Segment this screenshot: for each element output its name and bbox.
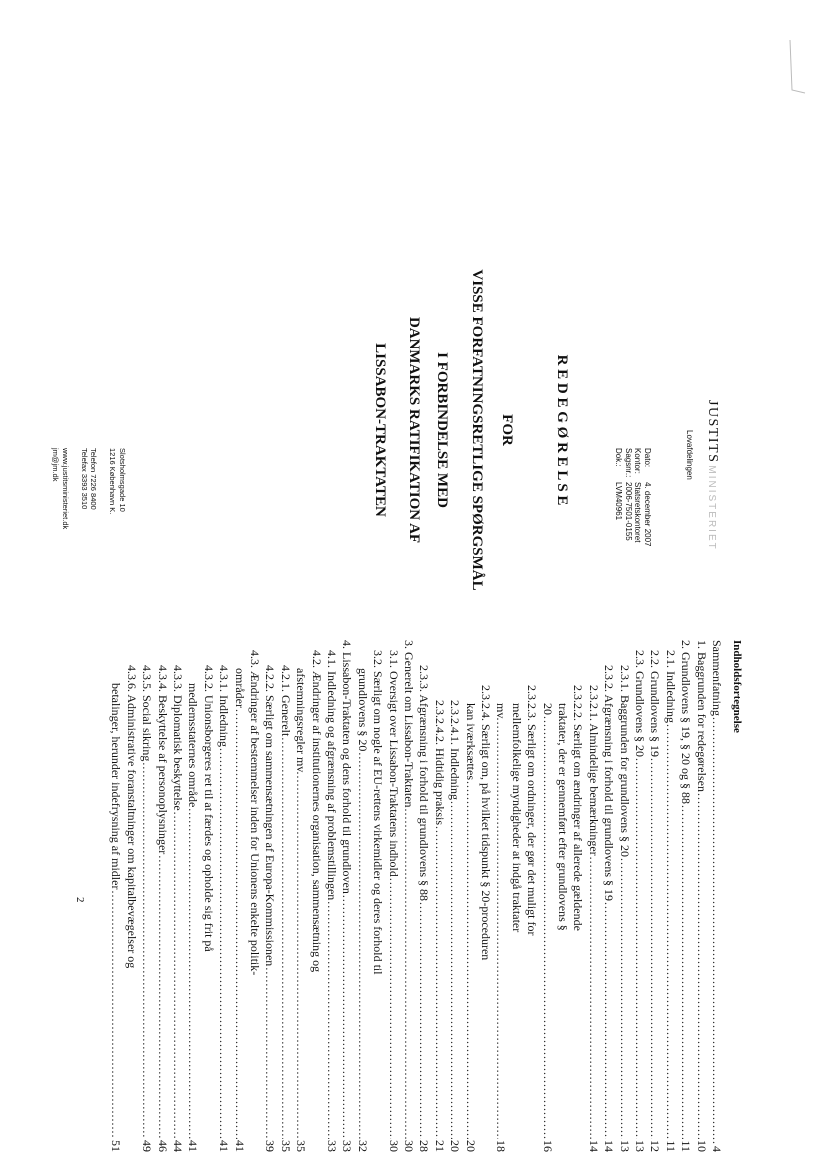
toc-entry-title: 4.2. Ændringer af institutionernes organisation, sammensætning og	[309, 650, 324, 973]
toc-entry	[432, 700, 447, 1152]
toc-entry-page: 13	[633, 1140, 647, 1152]
toc-entry-title: 2.3.2.4. Særligt om, på hvilket tidspunkt § 20-proceduren	[479, 685, 493, 961]
toc-entry-page: 4	[710, 1146, 724, 1152]
title-line-4: I FORBINDELSE MED	[434, 352, 450, 508]
toc-entry-title: 4.3.2. Unionsborgeres ret til at færdes og opholde sig frit på	[201, 665, 216, 952]
toc-entry-page: 51	[109, 1140, 124, 1152]
toc-entry	[355, 668, 370, 1152]
toc-entry-page: 32	[355, 1140, 370, 1152]
toc-entry-title: traktater, der er gennemført efter grundlovens §	[556, 703, 570, 931]
toc-entry-page: 20	[448, 1140, 463, 1152]
meta-value-date: 4. december 2007	[643, 482, 652, 547]
toc-entry	[678, 640, 693, 1152]
document-meta	[607, 448, 652, 568]
toc-entry-page: 46	[155, 1140, 170, 1152]
toc-entry-title: grundlovens § 20	[355, 668, 370, 752]
toc-entry-title: 4.3.4. Beskyttelse af personoplysninger	[155, 665, 170, 855]
toc-entry	[247, 650, 262, 1152]
toc-entry	[647, 650, 662, 1152]
toc-entry-title: mv.	[494, 703, 509, 721]
ministry-department: Lovafdelingen	[685, 430, 694, 480]
toc-entry-page: 35	[294, 1140, 309, 1152]
toc-dot-leader	[694, 793, 709, 1139]
toc-dot-leader	[216, 748, 231, 1139]
ministry-name-bold: JUSTITS	[705, 400, 720, 464]
toc-entry-page: 18	[494, 1140, 509, 1152]
address-line	[99, 448, 109, 578]
toc-entry	[201, 665, 216, 1152]
toc-entry	[555, 703, 570, 1152]
toc-entry	[632, 650, 647, 1152]
toc-entry	[509, 703, 524, 1152]
toc-entry-title: betalinger, herunder indefrysning af midler	[109, 683, 124, 890]
toc-entry	[601, 665, 616, 1152]
toc-dot-leader	[262, 967, 277, 1139]
toc-entry	[185, 683, 200, 1152]
toc-entry-page: 21	[432, 1140, 447, 1152]
toc-entry	[524, 685, 539, 1152]
ministry-address	[37, 448, 127, 578]
page-number: 2	[74, 897, 86, 903]
toc-entry-title: afstemningsregler mv.	[294, 668, 309, 775]
toc-dot-leader	[540, 716, 555, 1139]
toc-dot-leader	[601, 902, 616, 1139]
toc-entry-title: 2.3.2.3. Særligt om ordninger, der gør det muligt for	[525, 685, 540, 936]
title-line-2: FOR	[499, 414, 515, 446]
toc-entry-title: 2.3.2.4.1. Indledning	[448, 700, 463, 800]
toc-entry-title: 2.3.1. Baggrunden for grundlovens § 20	[617, 665, 632, 857]
toc-dot-leader	[678, 805, 693, 1139]
toc-entry	[386, 650, 401, 1152]
toc-entry-title: 4.3.1. Indledning	[217, 665, 232, 747]
toc-entry	[155, 665, 170, 1152]
toc-dot-leader	[586, 857, 601, 1139]
toc-entry	[108, 683, 123, 1152]
toc-entry-page: 30	[402, 1140, 416, 1152]
meta-label-case: Sagsnr.:	[624, 448, 633, 478]
toc-entry	[124, 665, 139, 1152]
toc-dot-leader	[185, 808, 200, 1139]
toc-dot-leader	[647, 758, 662, 1139]
toc-entry-page: 39	[263, 1140, 278, 1152]
toc-entry-title: 4.2.1. Generelt	[278, 665, 293, 737]
toc-entry	[216, 665, 231, 1152]
toc-dot-leader	[139, 762, 154, 1139]
toc-entry-title: 2. Grundlovens § 19, § 20 og § 88	[679, 640, 694, 804]
toc-entry-page: 33	[325, 1140, 339, 1152]
toc-dot-leader	[293, 776, 308, 1139]
ministry-logo	[692, 400, 722, 600]
title-line-5: DANMARKS RATIFIKATION AF	[406, 316, 422, 544]
toc-entry	[617, 665, 632, 1152]
toc-entry-page: 20	[463, 1140, 478, 1152]
toc-entry	[540, 703, 555, 1152]
toc-entry	[447, 700, 462, 1152]
toc-entry-page: 30	[386, 1140, 401, 1152]
toc-entry-title: områder	[232, 668, 247, 708]
toc-dot-leader	[232, 709, 247, 1139]
toc-entry	[370, 650, 385, 1152]
toc-entry	[694, 640, 709, 1152]
toc-entry-page: 44	[171, 1140, 185, 1152]
toc-entry-page: 12	[648, 1140, 663, 1152]
toc-dot-leader	[355, 752, 370, 1139]
table-of-contents	[43, 640, 743, 1152]
toc-entry-title: 2.1. Indledning	[663, 650, 678, 723]
toc-entry-title: mellemfolkelige myndigheder at indgå traktater	[509, 703, 524, 933]
address-line: Slotsholmsgade 10	[118, 448, 127, 512]
toc-dot-leader	[108, 890, 123, 1139]
toc-dot-leader	[155, 855, 170, 1139]
toc-entry-title: 2.3.3. Afgrænsning i forhold til grundlovens § 88	[417, 665, 432, 901]
toc-entry-title: medlemsstaternes område	[186, 683, 201, 808]
meta-label-date: Dato:	[643, 448, 652, 468]
ministry-name-light: MINISTERIET	[706, 465, 717, 551]
toc-entry-title: 4. Lissabon-Traktaten og dens forhold til grundloven	[340, 640, 355, 894]
toc-dot-leader	[447, 801, 462, 1139]
toc-entry	[709, 640, 724, 1152]
toc-entry-title: 2.3.2. Afgrænsning i forhold til grundlovens § 19	[602, 665, 617, 901]
toc-entry-title: 2.2. Grundlovens § 19	[648, 650, 663, 757]
toc-entry-page: 11	[679, 1140, 694, 1152]
toc-entry	[416, 665, 431, 1152]
toc-dot-leader	[663, 724, 678, 1139]
toc-entry	[262, 665, 277, 1152]
toc-entry-page: 11	[663, 1140, 678, 1152]
toc-entry-title: 2.3.2.4.2. Hidtidig praksis	[432, 700, 447, 825]
toc-entry-page: 41	[232, 1140, 247, 1152]
toc-entry-title: 4.2.2. Særligt om sammensætningen af Europa-Kommissionen	[263, 665, 278, 967]
toc-entry	[478, 685, 493, 1152]
address-line: 1216 København K.	[108, 448, 118, 515]
toc-entry	[278, 665, 293, 1152]
toc-dot-leader	[709, 717, 724, 1145]
toc-dot-leader	[463, 781, 478, 1139]
toc-entry-title: 3. Generelt om Lissabon-Traktaten	[402, 640, 416, 808]
title-line-1: R E D E G Ø R E L S E	[554, 354, 570, 506]
toc-entry	[232, 668, 247, 1152]
toc-entry-page: 49	[140, 1140, 155, 1152]
toc-heading: Indholdsfortegnelse	[731, 640, 743, 733]
toc-entry-title: 3.1. Oversigt over Lissabon-Traktatens indhold	[386, 650, 401, 877]
toc-dot-leader	[493, 722, 508, 1139]
toc-entry-title: 4.1. Indledning og afgrænsning af problemstillingen	[325, 650, 339, 901]
toc-entry-page: 14	[602, 1140, 617, 1152]
toc-entry-page: 13	[617, 1140, 632, 1152]
toc-entry-title: 1. Baggrunden for redegørelsen	[694, 640, 709, 792]
meta-label-doc: Dok.:	[614, 448, 624, 467]
toc-entry	[570, 685, 585, 1152]
address-email: jm@jm.dk	[51, 448, 61, 482]
toc-entry	[293, 668, 308, 1152]
toc-entry-title: 2.3. Grundlovens § 20	[633, 650, 647, 757]
toc-entry-page: 28	[417, 1140, 432, 1152]
address-line	[70, 448, 80, 578]
toc-entry-title: kan iværksættes	[463, 703, 478, 780]
toc-entry	[339, 640, 354, 1152]
scan-mark	[780, 35, 810, 105]
meta-value-case: 2006-7501-0155	[624, 482, 633, 541]
toc-entry-page: 35	[278, 1140, 293, 1152]
toc-entry-title: 4.3.5. Social sikring	[140, 665, 155, 762]
title-line-6: LISSABON-TRAKTATEN	[372, 343, 388, 517]
address-fax: Telefax 3393 3510	[80, 448, 89, 510]
toc-entry	[493, 703, 508, 1152]
toc-dot-leader	[432, 826, 447, 1139]
toc-entry-title: Sammenfatning	[710, 640, 724, 716]
meta-value-doc: LVM40961	[614, 482, 624, 521]
toc-entry-page: 10	[694, 1140, 709, 1152]
meta-value-office: Statsretskontoret	[633, 482, 643, 543]
toc-entry-page: 16	[540, 1140, 555, 1152]
toc-entry-title: 4.3. Ændringer af bestemmelser inden for Unionens enkelte politik-	[248, 650, 262, 976]
toc-entry	[170, 665, 185, 1152]
toc-entry	[401, 640, 416, 1152]
toc-entry-page: 14	[586, 1140, 601, 1152]
toc-entry-page: 33	[340, 1140, 355, 1152]
address-phone: Telefon 7226 8400	[89, 448, 99, 510]
title-line-3: VISSE FORFATNINGSRETLIGE SPØRGSMÅL	[469, 269, 485, 591]
toc-entry	[324, 650, 339, 1152]
toc-dot-leader	[401, 809, 416, 1139]
meta-label-office: Kontor:	[633, 448, 643, 474]
toc-dot-leader	[416, 902, 431, 1139]
toc-dot-leader	[324, 901, 339, 1139]
toc-entry-title: 4.3.6. Administrative foranstaltninger om kapitalbevægelser og	[124, 665, 139, 969]
address-website: www.justitsministeriet.dk	[61, 448, 70, 530]
toc-entry	[139, 665, 154, 1152]
toc-entry-title: 2.3.2.1. Almindelige bemærkninger	[586, 685, 601, 856]
toc-entry-page: 41	[217, 1140, 232, 1152]
toc-entry-title: 4.3.3. Diplomatisk beskyttelse	[171, 665, 185, 811]
toc-entry	[663, 650, 678, 1152]
toc-dot-leader	[632, 758, 647, 1139]
toc-entry-title: 2.3.2.2. Særligt om ændringer af allerede gældende	[571, 685, 586, 931]
toc-entry	[463, 703, 478, 1152]
toc-entry	[586, 685, 601, 1152]
toc-entry-title: 20	[540, 703, 555, 715]
toc-entry-title: 3.2. Særligt om nogle af EU-rettens virkemidler og deres forhold til	[371, 650, 386, 975]
toc-dot-leader	[617, 858, 632, 1139]
toc-dot-leader	[170, 812, 185, 1139]
toc-entry	[309, 650, 324, 1152]
toc-dot-leader	[339, 895, 354, 1139]
toc-entry-page: 41	[186, 1140, 201, 1152]
toc-dot-leader	[278, 737, 293, 1139]
toc-dot-leader	[386, 878, 401, 1139]
